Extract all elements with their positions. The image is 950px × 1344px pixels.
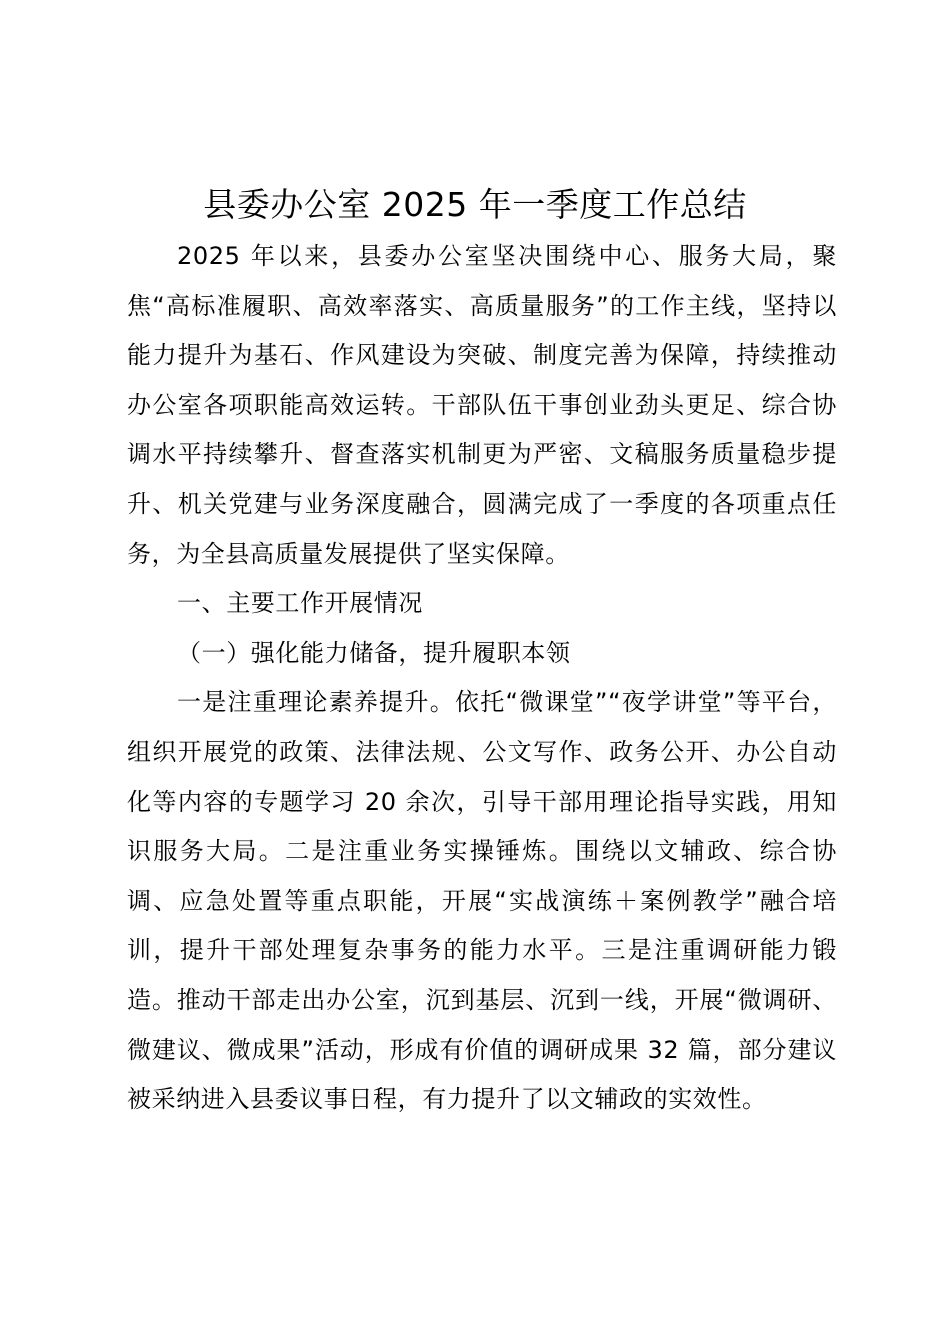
subsection-paragraph: 一是注重理论素养提升。依托“微课堂”“夜学讲堂”等平台，组织开展党的政策、法律法规、公文写作、政务公开、办公自动化等内容的专题学习 20 余次，引导干部用理论指导实践，用知识服务大局。二是注重业务实操锤炼。围绕以文辅政、综合协调、应急处置等重点职能，开展“实战演练＋案例教学”融合培训，提升干部处理复杂事务的能力水平。三是注重调研能力锻造。推动干部走出办公室，沉到基层、沉到一线，开展“微调研、微建议、微成果”活动，形成有价值的调研成果 32 篇，部分建议被采纳进入县委议事日程，有力提升了以文辅政的实效性。 (127, 688, 837, 1114)
document-body (127, 232, 837, 1125)
document-title: 县委办公室 2025 年一季度工作总结 (203, 185, 747, 224)
intro-paragraph: 2025 年以来，县委办公室坚决围绕中心、服务大局，聚焦“高标准履职、高效率落实、高质量服务”的工作主线，坚持以能力提升为基石、作风建设为突破、制度完善为保障，持续推动办公室各项职能高效运转。干部队伍干事创业劲头更足、综合协调水平持续攀升、督查落实机制更为严密、文稿服务质量稳步提升、机关党建与业务深度融合，圆满完成了一季度的各项重点任务，为全县高质量发展提供了坚实保障。 (127, 242, 837, 568)
section-heading: 一、主要工作开展情况 (177, 589, 423, 618)
subsection-heading: （一）强化能力储备，提升履职本领 (177, 638, 571, 667)
